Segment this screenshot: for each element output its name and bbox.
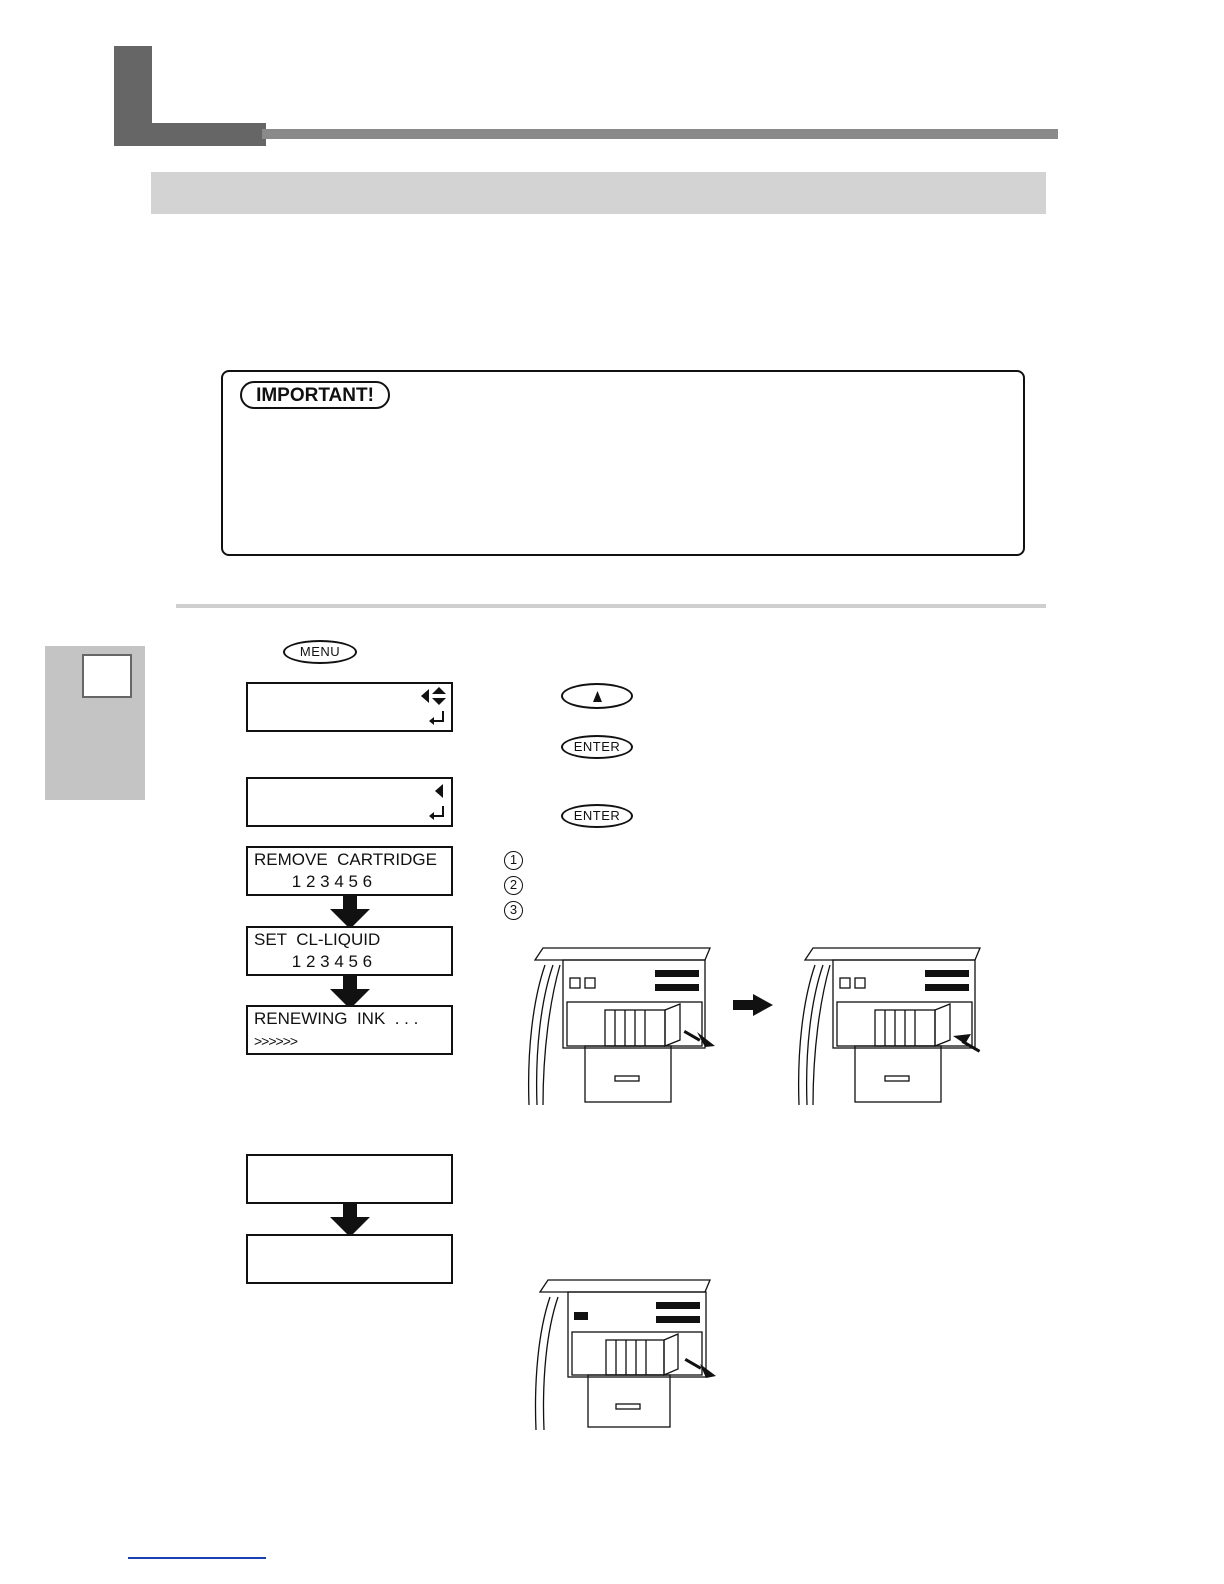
enter-key-1: ENTER (561, 735, 633, 759)
lcd-panel-blank-1 (246, 1154, 453, 1204)
important-label: IMPORTANT! (240, 381, 390, 409)
lcd-line-2: 1 2 3 4 5 6 (254, 872, 373, 891)
chapter-side-tab-box (82, 654, 132, 698)
cartridge-insertion-illustration (785, 940, 995, 1110)
down-arrow-icon (330, 1203, 370, 1237)
lcd-panel-set-cl-liquid (246, 926, 453, 976)
step-number-2: 2 (504, 876, 523, 895)
menu-key: MENU (283, 640, 357, 664)
enter-return-icon (428, 710, 446, 726)
up-arrow-icon (593, 691, 602, 702)
lcd-panel-blank-2 (246, 1234, 453, 1284)
step-number-3: 3 (504, 901, 523, 920)
footer-link-underline (128, 1557, 266, 1559)
down-arrow-icon (330, 975, 370, 1009)
lcd-panel-renewing-ink (246, 1005, 453, 1055)
arrow-left-icon (434, 784, 444, 798)
procedure-divider (176, 604, 1046, 608)
lcd-panel-submenu (246, 777, 453, 827)
up-arrow-key (561, 683, 633, 709)
enter-key-2: ENTER (561, 804, 633, 828)
lcd-line-1: RENEWING INK . . . (254, 1009, 419, 1028)
right-arrow-icon (733, 994, 773, 1016)
cartridge-removal-illustration (515, 940, 725, 1110)
lcd-line-2: >>>>>> (254, 1033, 298, 1049)
cartridge-removal-illustration-2 (520, 1272, 730, 1432)
lcd-line-2: 1 2 3 4 5 6 (254, 952, 373, 971)
lcd-line-1: SET CL-LIQUID (254, 930, 381, 949)
enter-return-icon (428, 805, 446, 821)
lcd-line-1: REMOVE CARTRIDGE (254, 850, 437, 869)
chapter-block-notch (152, 46, 266, 123)
down-arrow-icon (330, 895, 370, 929)
section-title-band (151, 172, 1046, 214)
lcd-panel-remove-cartridge (246, 846, 453, 896)
chapter-title-rule (262, 129, 1058, 139)
arrow-updown-icon (432, 687, 446, 705)
step-number-1: 1 (504, 851, 523, 870)
arrow-left-icon (420, 689, 430, 703)
lcd-panel-menu (246, 682, 453, 732)
